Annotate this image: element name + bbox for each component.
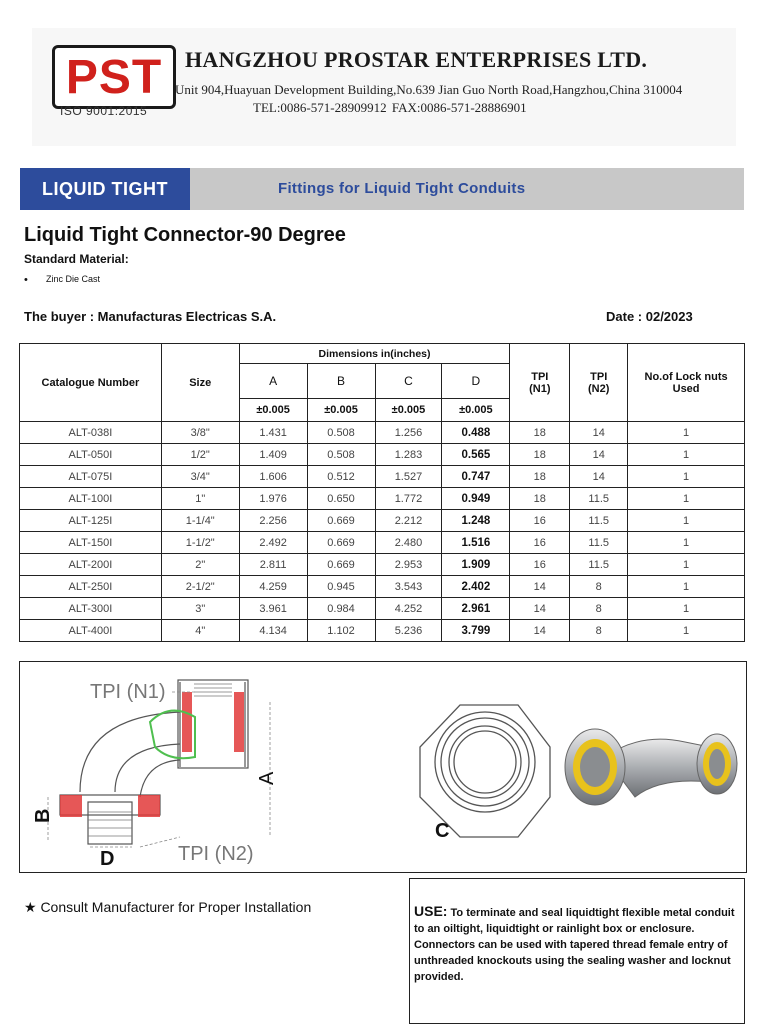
usage-text: [414, 903, 740, 985]
tolerance-a: ±0.005: [239, 399, 307, 422]
technical-drawing-panel: [19, 661, 747, 873]
size-cell: 3": [161, 598, 239, 620]
usage-label: USE:: [414, 903, 448, 919]
lock-nuts-cell: 1: [628, 444, 745, 466]
col-d: D: [442, 364, 510, 399]
dim-c-cell: 2.953: [375, 554, 442, 576]
catalogue-number-cell: ALT-050I: [20, 444, 162, 466]
tolerance-b: ±0.005: [307, 399, 375, 422]
tpi-n1-cell: 14: [510, 620, 570, 642]
tpi-n2-cell: 8: [570, 620, 628, 642]
label-b: B: [32, 808, 54, 823]
dim-d-cell: 0.747: [442, 466, 510, 488]
bullet: •: [24, 274, 28, 286]
consult-note: ★ Consult Manufacturer for Proper Installation: [24, 899, 312, 915]
tpi-n1-cell: 14: [510, 598, 570, 620]
size-cell: 4": [161, 620, 239, 642]
tpi-n1-sub: (N1): [529, 382, 551, 395]
table-row: [20, 466, 745, 488]
catalogue-number-cell: ALT-250I: [20, 576, 162, 598]
dim-c-cell: 1.256: [375, 422, 442, 444]
category-label: LIQUID TIGHT: [20, 168, 190, 210]
specification-table: [19, 343, 745, 642]
locknuts-label: No.of Lock nuts: [644, 370, 728, 383]
dim-a-cell: 1.606: [239, 466, 307, 488]
lock-nuts-cell: 1: [628, 532, 745, 554]
size-cell: 1-1/2": [161, 532, 239, 554]
col-locknuts: [628, 344, 745, 422]
dim-b-cell: 0.669: [307, 532, 375, 554]
dim-b-cell: 1.102: [307, 620, 375, 642]
dim-c-cell: 2.480: [375, 532, 442, 554]
table-row: [20, 422, 745, 444]
col-tpi-n2: [570, 344, 628, 422]
tpi-n2-label: TPI: [590, 370, 608, 383]
table-row: [20, 488, 745, 510]
dim-c-cell: 4.252: [375, 598, 442, 620]
dim-c-cell: 5.236: [375, 620, 442, 642]
lock-nuts-cell: 1: [628, 554, 745, 576]
tpi-n2-sub: (N2): [588, 382, 610, 395]
col-catalogue: Catalogue Number: [20, 344, 162, 422]
col-c: C: [375, 364, 442, 399]
dim-d-cell: 2.402: [442, 576, 510, 598]
col-size: Size: [161, 344, 239, 422]
document-date: Date : 02/2023: [606, 309, 693, 324]
tpi-n1-cell: 16: [510, 554, 570, 576]
catalogue-number-cell: ALT-200I: [20, 554, 162, 576]
dim-d-cell: 0.949: [442, 488, 510, 510]
col-a: A: [239, 364, 307, 399]
dim-d-cell: 3.799: [442, 620, 510, 642]
dim-d-cell: 2.961: [442, 598, 510, 620]
table-row: [20, 532, 745, 554]
label-c: C: [435, 820, 450, 842]
lock-nuts-cell: 1: [628, 598, 745, 620]
catalogue-number-cell: ALT-300I: [20, 598, 162, 620]
col-b: B: [307, 364, 375, 399]
dim-c-cell: 2.212: [375, 510, 442, 532]
dim-b-cell: 0.512: [307, 466, 375, 488]
catalogue-number-cell: ALT-125I: [20, 510, 162, 532]
locknuts-sub: Used: [672, 382, 700, 395]
catalogue-number-cell: ALT-400I: [20, 620, 162, 642]
catalogue-number-cell: ALT-100I: [20, 488, 162, 510]
tpi-n1-label: TPI: [531, 370, 549, 383]
header-row: [20, 344, 745, 364]
tpi-n1-cell: 16: [510, 510, 570, 532]
lock-nuts-cell: 1: [628, 466, 745, 488]
tpi-n2-cell: 11.5: [570, 510, 628, 532]
tpi-n1-cell: 18: [510, 422, 570, 444]
tolerance-d: ±0.005: [442, 399, 510, 422]
dim-b-cell: 0.508: [307, 422, 375, 444]
dim-a-cell: 1.976: [239, 488, 307, 510]
tpi-n2-cell: 14: [570, 422, 628, 444]
dim-a-cell: 2.492: [239, 532, 307, 554]
company-address: Unit 904,Huayuan Development Building,No.639 Jian Guo North Road,Hangzhou,China 310004: [175, 82, 683, 97]
size-cell: 1": [161, 488, 239, 510]
standard-material-label: Standard Material:: [24, 252, 129, 266]
table-row: [20, 510, 745, 532]
table-row: [20, 598, 745, 620]
material-value: Zinc Die Cast: [46, 274, 101, 284]
dim-b-cell: 0.650: [307, 488, 375, 510]
table-row: [20, 554, 745, 576]
drawing-svg: [20, 662, 746, 872]
size-cell: 1/2": [161, 444, 239, 466]
tpi-n2-cell: 14: [570, 466, 628, 488]
nut-thread-bottom: [60, 795, 160, 844]
size-cell: 3/4": [161, 466, 239, 488]
dim-d-cell: 0.565: [442, 444, 510, 466]
tpi-n2-cell: 11.5: [570, 532, 628, 554]
dim-a-cell: 1.431: [239, 422, 307, 444]
dim-d-cell: 1.248: [442, 510, 510, 532]
connector-photo: [565, 729, 737, 805]
table-row: [20, 576, 745, 598]
buyer-info: The buyer : Manufacturas Electricas S.A.: [24, 309, 277, 324]
col-tpi-n1: [510, 344, 570, 422]
dim-a-cell: 3.961: [239, 598, 307, 620]
category-subtitle: Fittings for Liquid Tight Conduits: [278, 180, 526, 197]
lock-nuts-cell: 1: [628, 510, 745, 532]
tpi-n1-cell: 16: [510, 532, 570, 554]
dim-c-cell: 1.527: [375, 466, 442, 488]
tpi-n1-cell: 14: [510, 576, 570, 598]
dim-c-cell: 3.543: [375, 576, 442, 598]
dim-b-cell: 0.984: [307, 598, 375, 620]
label-tpi-n1: TPI (N1): [90, 681, 166, 703]
tpi-n2-cell: 8: [570, 598, 628, 620]
lock-nuts-cell: 1: [628, 620, 745, 642]
label-d: D: [100, 848, 115, 870]
tpi-n2-cell: 8: [570, 576, 628, 598]
size-cell: 3/8": [161, 422, 239, 444]
logo-text: PST: [65, 50, 163, 104]
tpi-n1-cell: 18: [510, 444, 570, 466]
table-row: [20, 620, 745, 642]
size-cell: 2": [161, 554, 239, 576]
dim-d-cell: 0.488: [442, 422, 510, 444]
size-cell: 2-1/2": [161, 576, 239, 598]
catalogue-number-cell: ALT-150I: [20, 532, 162, 554]
dim-d-cell: 1.909: [442, 554, 510, 576]
product-title: Liquid Tight Connector-90 Degree: [24, 224, 346, 246]
table-row: [20, 444, 745, 466]
company-name: HANGZHOU PROSTAR ENTERPRISES LTD.: [185, 47, 648, 72]
catalogue-number-cell: ALT-075I: [20, 466, 162, 488]
usage-description: To terminate and seal liquidtight flexible metal conduit to an oiltight, liquidtight or rainlight box or enclosure. Connectors can be used with tapered thread female entry of unthreaded knockouts using the sealing washer and locknut provided.: [414, 907, 735, 983]
octagon-end-view: [420, 705, 550, 837]
catalogue-number-cell: ALT-038I: [20, 422, 162, 444]
dim-a-cell: 4.259: [239, 576, 307, 598]
dim-c-cell: 1.772: [375, 488, 442, 510]
label-a: A: [256, 771, 278, 785]
tpi-n2-cell: 14: [570, 444, 628, 466]
dim-a-cell: 2.256: [239, 510, 307, 532]
tolerance-c: ±0.005: [375, 399, 442, 422]
tpi-n1-cell: 18: [510, 488, 570, 510]
size-cell: 1-1/4": [161, 510, 239, 532]
lock-nuts-cell: 1: [628, 422, 745, 444]
dim-a-cell: 1.409: [239, 444, 307, 466]
label-tpi-n2: TPI (N2): [178, 843, 254, 865]
col-dimensions: Dimensions in(inches): [239, 344, 510, 364]
dim-a-cell: 2.811: [239, 554, 307, 576]
lock-nuts-cell: 1: [628, 576, 745, 598]
dim-d-cell: 1.516: [442, 532, 510, 554]
lock-nuts-cell: 1: [628, 488, 745, 510]
tpi-n2-cell: 11.5: [570, 554, 628, 576]
company-contact: TEL:0086-571-28909912 FAX:0086-571-28886901: [253, 100, 527, 115]
tpi-n1-cell: 18: [510, 466, 570, 488]
dim-c-cell: 1.283: [375, 444, 442, 466]
dim-b-cell: 0.669: [307, 510, 375, 532]
dim-b-cell: 0.669: [307, 554, 375, 576]
tpi-n2-cell: 11.5: [570, 488, 628, 510]
dim-b-cell: 0.508: [307, 444, 375, 466]
company-logo: [52, 45, 176, 109]
dim-b-cell: 0.945: [307, 576, 375, 598]
iso-certification: ISO 9001:2015: [60, 104, 148, 118]
dim-a-cell: 4.134: [239, 620, 307, 642]
table-body: [20, 422, 745, 642]
